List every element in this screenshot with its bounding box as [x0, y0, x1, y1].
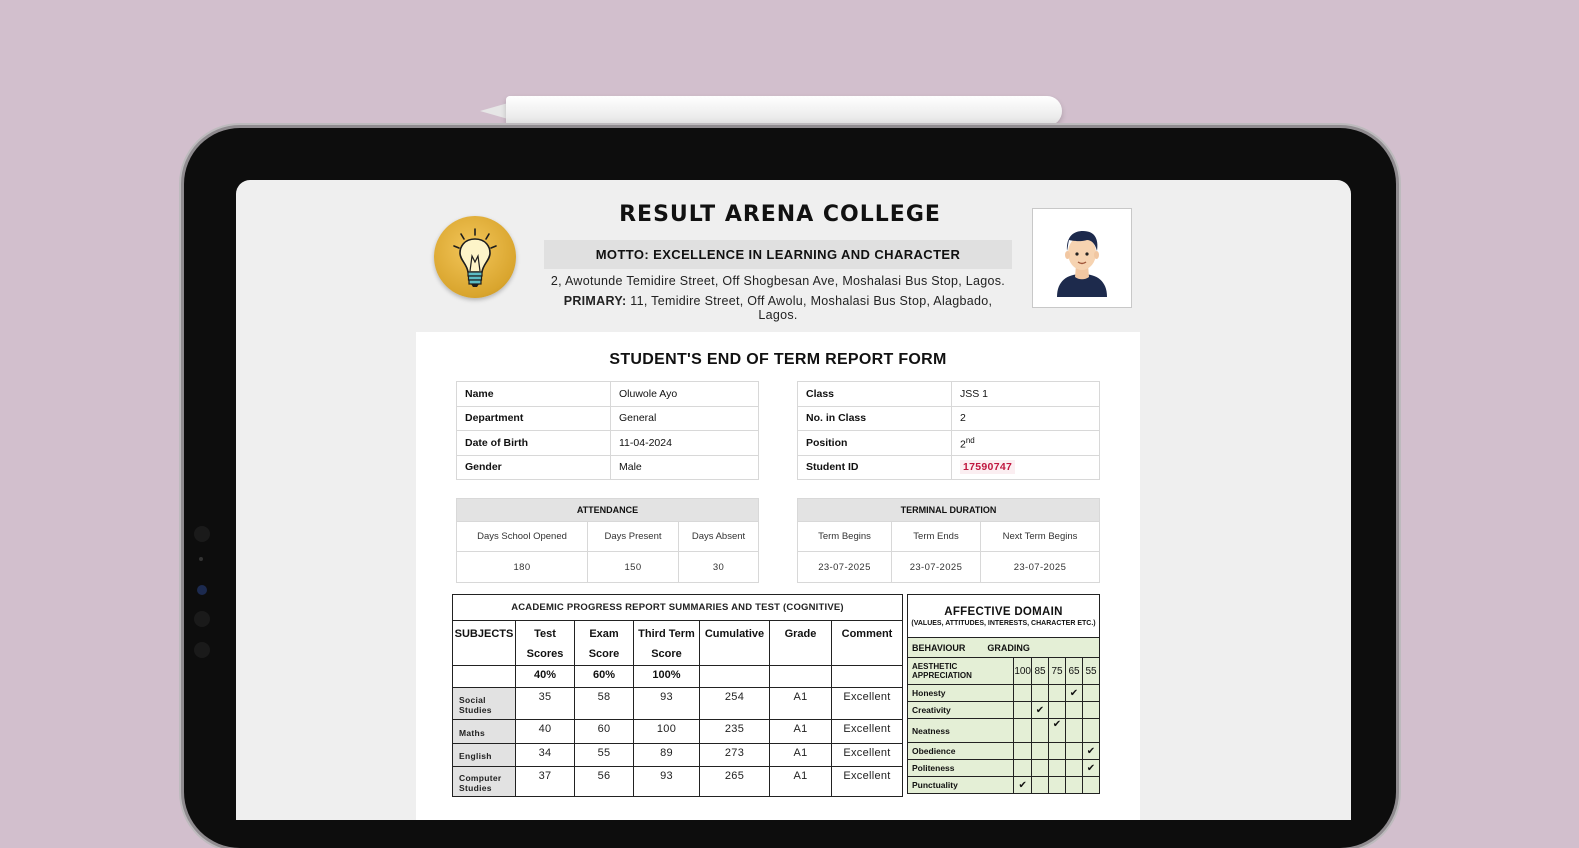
- third-term-score: 100: [634, 720, 700, 744]
- primary-label: PRIMARY:: [563, 294, 627, 308]
- terminal-col: Next Term Begins: [981, 522, 1100, 552]
- grade-cell: [1049, 743, 1066, 760]
- attendance-value: 180: [457, 552, 588, 583]
- check-icon: ✔: [1083, 760, 1100, 777]
- student-avatar-icon: [1033, 209, 1131, 307]
- camera-dot: [194, 526, 210, 542]
- check-icon: ✔: [1014, 777, 1032, 794]
- behaviour-header: [908, 638, 1100, 658]
- pencil-body: [506, 96, 1062, 126]
- test-score: 35: [516, 688, 575, 720]
- col-third-b: Score: [651, 648, 682, 660]
- col-grade: Grade: [770, 621, 832, 666]
- test-score: 40: [516, 720, 575, 744]
- third-term-score: 93: [634, 688, 700, 720]
- col-exam-a: Exam: [589, 628, 619, 640]
- exam-score: 60: [575, 720, 634, 744]
- weight-empty: [700, 666, 770, 688]
- trait-row: [908, 702, 1100, 719]
- terminal-value: 23-07-2025: [798, 552, 892, 583]
- grade-col: 55: [1083, 658, 1100, 685]
- trait-label: Politeness: [908, 760, 1014, 777]
- grade-cell: [1083, 702, 1100, 719]
- check-icon: ✔: [1066, 685, 1083, 702]
- col-exam-b: Score: [588, 648, 620, 660]
- report-form: [416, 332, 1140, 820]
- col-third-a: Third Term: [638, 628, 695, 640]
- cumulative-score: 273: [700, 744, 770, 767]
- exam-score: 56: [575, 767, 634, 797]
- attendance-title: ATTENDANCE: [457, 499, 759, 522]
- subject-cell: [453, 744, 516, 767]
- info-row: [798, 406, 1100, 431]
- aesthetic-b: APPRECIATION: [912, 671, 972, 680]
- grade-cell: [1066, 777, 1083, 794]
- comment-value: Excellent: [832, 767, 903, 797]
- trait-rows: [908, 685, 1100, 794]
- cumulative-score: 265: [700, 767, 770, 797]
- grade-value: A1: [770, 767, 832, 797]
- lightbulb-icon: [434, 216, 516, 298]
- apple-pencil: [480, 96, 1064, 128]
- trait-label: Obedience: [908, 743, 1014, 760]
- subject-name: Social: [459, 694, 486, 705]
- aesthetic-label: [908, 658, 1014, 685]
- col-test-scores: Test Scores: [516, 621, 575, 666]
- weight-empty: [453, 666, 516, 688]
- school-motto: MOTTO: EXCELLENCE IN LEARNING AND CHARACTER: [544, 240, 1012, 269]
- info-label: Gender: [457, 455, 611, 480]
- class-label: Class: [798, 382, 952, 407]
- grade-cell: [1014, 760, 1032, 777]
- school-name: RESULT ARENA COLLEGE: [619, 202, 941, 227]
- grade-cell: [1014, 685, 1032, 702]
- aesthetic-a: AESTHETIC: [912, 662, 958, 671]
- cumulative-score: 254: [700, 688, 770, 720]
- col-cumulative: Cumulative: [700, 621, 770, 666]
- comment-value: Excellent: [832, 720, 903, 744]
- subject-name: Maths: [459, 727, 486, 738]
- primary-address: 11, Temidire Street, Off Awolu, Moshalasi Bus Stop, Alagbado, Lagos.: [630, 294, 993, 322]
- position-suffix: nd: [965, 435, 975, 445]
- info-row: [798, 382, 1100, 407]
- sensor-dot-3: [194, 642, 210, 658]
- subject-name-2: Studies: [459, 704, 492, 715]
- trait-label: Honesty: [908, 685, 1014, 702]
- weight-empty: [832, 666, 903, 688]
- affective-title: AFFECTIVE DOMAIN: [944, 605, 1063, 618]
- attendance-col: Days Present: [588, 522, 679, 552]
- camera-lens: [197, 585, 207, 595]
- info-row: [798, 455, 1100, 480]
- attendance-col: Days Absent: [679, 522, 759, 552]
- info-row: [457, 406, 759, 431]
- grade-cell: [1014, 743, 1032, 760]
- student-info-right: [797, 381, 1100, 480]
- info-value: 11-04-2024: [611, 431, 759, 456]
- pencil-tip: [480, 103, 508, 119]
- info-value: Male: [611, 455, 759, 480]
- school-address: 2, Awotunde Temidire Street, Off Shogbesan Ave, Moshalasi Bus Stop, Lagos.: [550, 274, 1006, 288]
- grade-cell: [1066, 702, 1083, 719]
- trait-row: [908, 685, 1100, 702]
- col-subjects: SUBJECTS: [453, 621, 516, 666]
- grade-cell: [1066, 743, 1083, 760]
- student-info-left: [456, 381, 759, 480]
- info-row: [457, 431, 759, 456]
- trait-row: [908, 760, 1100, 777]
- grade-cell: [1049, 685, 1066, 702]
- subject-name: English: [459, 751, 492, 761]
- subject-cell: [453, 767, 516, 797]
- info-label: Department: [457, 406, 611, 431]
- trait-row: [908, 777, 1100, 794]
- grade-cell: [1049, 777, 1066, 794]
- check-icon: ✔: [1049, 719, 1066, 743]
- grade-col: 85: [1032, 658, 1049, 685]
- form-title: STUDENT'S END OF TERM REPORT FORM: [609, 351, 947, 368]
- third-term-score: 93: [634, 767, 700, 797]
- info-label: Date of Birth: [457, 431, 611, 456]
- subject-name-2: Studies: [459, 782, 492, 793]
- student-id-label: Student ID: [798, 455, 952, 480]
- table-row: [453, 720, 903, 744]
- attendance-table: [456, 498, 759, 583]
- check-icon: ✔: [1083, 743, 1100, 760]
- grading-label: GRADING: [987, 642, 1030, 653]
- grade-value: A1: [770, 720, 832, 744]
- behaviour-label: BEHAVIOUR: [912, 642, 966, 653]
- primary-address-line: [544, 294, 1012, 322]
- grade-cell: [1032, 719, 1049, 743]
- grade-col: 75: [1049, 658, 1066, 685]
- third-term-score: 89: [634, 744, 700, 767]
- comment-value: Excellent: [832, 688, 903, 720]
- affective-domain-table: [907, 594, 1100, 794]
- student-id-cell: [952, 455, 1100, 480]
- tablet-screen: [236, 180, 1351, 820]
- class-value: JSS 1: [952, 382, 1100, 407]
- comment-value: Excellent: [832, 744, 903, 767]
- subject-cell: [453, 720, 516, 744]
- student-photo: [1032, 208, 1132, 308]
- terminal-duration-table: [797, 498, 1100, 583]
- check-icon: ✔: [1032, 702, 1049, 719]
- attendance-value: 150: [588, 552, 679, 583]
- terminal-col: Term Begins: [798, 522, 892, 552]
- info-row: [798, 431, 1100, 456]
- grade-col: 100: [1014, 658, 1032, 685]
- table-row: [453, 688, 903, 720]
- test-score: 34: [516, 744, 575, 767]
- subject-cell: [453, 688, 516, 720]
- grade-value: A1: [770, 688, 832, 720]
- grade-cell: [1066, 760, 1083, 777]
- grade-value: A1: [770, 744, 832, 767]
- grade-cell: [1049, 760, 1066, 777]
- no-in-class-label: No. in Class: [798, 406, 952, 431]
- position-cell: [952, 431, 1100, 456]
- terminal-value: 23-07-2025: [981, 552, 1100, 583]
- affective-title-cell: [908, 595, 1100, 638]
- info-row: [457, 382, 759, 407]
- grade-cell: [1014, 719, 1032, 743]
- trait-row: [908, 743, 1100, 760]
- weight-exam: 60%: [575, 666, 634, 688]
- col-third-term: [634, 621, 700, 666]
- affective-subtitle: (VALUES, ATTITUDES, INTERESTS, CHARACTER ETC.): [911, 619, 1096, 627]
- grade-cell: [1049, 702, 1066, 719]
- terminal-title: TERMINAL DURATION: [798, 499, 1100, 522]
- position-label: Position: [798, 431, 952, 456]
- info-value: General: [611, 406, 759, 431]
- sensor-dot: [199, 557, 203, 561]
- col-exam-score: [575, 621, 634, 666]
- sensor-dot-2: [194, 611, 210, 627]
- grade-cell: [1083, 719, 1100, 743]
- trait-label: Neatness: [908, 719, 1014, 743]
- info-row: [457, 455, 759, 480]
- attendance-value: 30: [679, 552, 759, 583]
- weight-test: 40%: [516, 666, 575, 688]
- table-row: [453, 767, 903, 797]
- grade-col: 65: [1066, 658, 1083, 685]
- grade-cell: [1083, 685, 1100, 702]
- grade-cell: [1032, 760, 1049, 777]
- position-value: 2: [960, 438, 966, 450]
- grade-cell: [1066, 719, 1083, 743]
- col-comment: Comment: [832, 621, 903, 666]
- grade-cell: [1083, 777, 1100, 794]
- grade-cell: [1014, 702, 1032, 719]
- test-score: 37: [516, 767, 575, 797]
- weight-empty: [770, 666, 832, 688]
- grade-cell: [1032, 685, 1049, 702]
- trait-label: Punctuality: [908, 777, 1014, 794]
- school-logo: [434, 216, 516, 298]
- weight-third: 100%: [634, 666, 700, 688]
- table-row: [453, 744, 903, 767]
- cumulative-score: 235: [700, 720, 770, 744]
- academic-table: [452, 594, 903, 797]
- grade-cell: [1032, 777, 1049, 794]
- exam-score: 58: [575, 688, 634, 720]
- student-id-value: 17590747: [960, 460, 1015, 474]
- terminal-value: 23-07-2025: [892, 552, 981, 583]
- grade-cell: [1032, 743, 1049, 760]
- info-label: Name: [457, 382, 611, 407]
- info-value: Oluwole Ayo: [611, 382, 759, 407]
- subject-name: Computer: [459, 772, 502, 783]
- no-in-class-value: 2: [952, 406, 1100, 431]
- attendance-col: Days School Opened: [457, 522, 588, 552]
- exam-score: 55: [575, 744, 634, 767]
- terminal-col: Term Ends: [892, 522, 981, 552]
- trait-row: [908, 719, 1100, 743]
- trait-label: Creativity: [908, 702, 1014, 719]
- academic-title: ACADEMIC PROGRESS REPORT SUMMARIES AND TEST (COGNITIVE): [453, 595, 903, 621]
